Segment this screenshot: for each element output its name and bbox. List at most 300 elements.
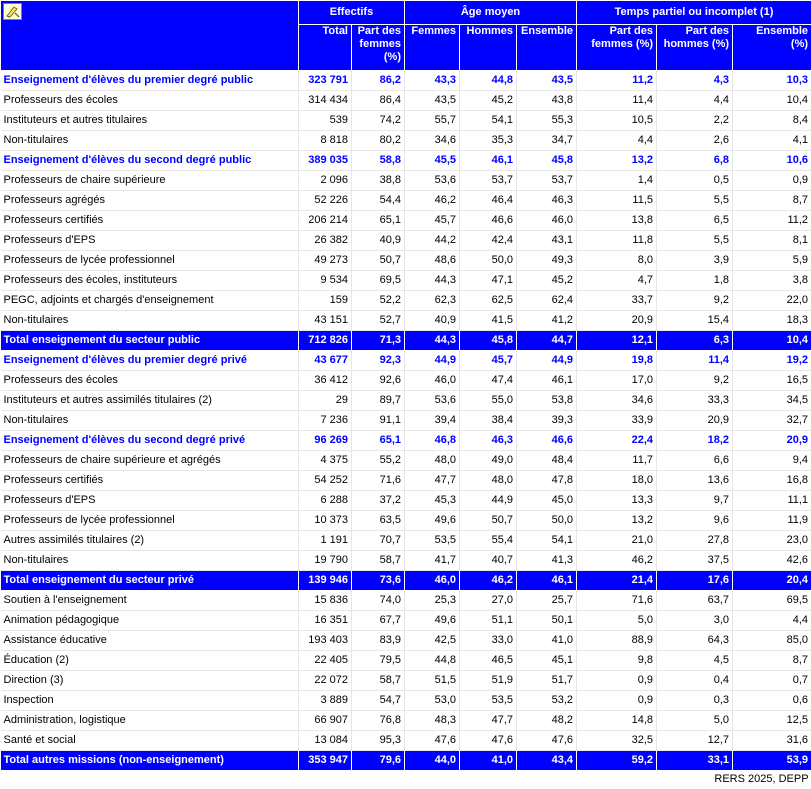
row-label: Non-titulaires — [1, 311, 299, 331]
cell-value: 12,1 — [577, 331, 657, 351]
cell-value: 13,2 — [577, 511, 657, 531]
cell-value: 9,7 — [657, 491, 733, 511]
table-row — [1, 551, 811, 571]
cell-value: 13,3 — [577, 491, 657, 511]
cell-value: 54,4 — [352, 191, 405, 211]
cell-value: 6,5 — [657, 211, 733, 231]
row-label: Professeurs des écoles, instituteurs — [1, 271, 299, 291]
cell-value: 9 534 — [299, 271, 352, 291]
cell-value: 55,7 — [405, 111, 460, 131]
cell-value: 63,7 — [657, 591, 733, 611]
cell-value: 46,0 — [517, 211, 577, 231]
cell-value: 18,2 — [657, 431, 733, 451]
row-label: Enseignement d'élèves du second degré public — [1, 151, 299, 171]
cell-value: 73,6 — [352, 571, 405, 591]
cell-value: 58,7 — [352, 671, 405, 691]
cell-value: 41,2 — [517, 311, 577, 331]
table-row — [1, 91, 811, 111]
cell-value: 33,3 — [657, 391, 733, 411]
cell-value: 13 084 — [299, 731, 352, 751]
cell-value: 41,0 — [517, 631, 577, 651]
cell-value: 50,1 — [517, 611, 577, 631]
cell-value: 47,6 — [517, 731, 577, 751]
cell-value: 0,4 — [657, 671, 733, 691]
cell-value: 45,2 — [517, 271, 577, 291]
cell-value: 95,3 — [352, 731, 405, 751]
cell-value: 69,5 — [733, 591, 811, 611]
cell-value: 43 677 — [299, 351, 352, 371]
cell-value: 48,2 — [517, 711, 577, 731]
row-label: Autres assimilés titulaires (2) — [1, 531, 299, 551]
pencil-ruler-icon[interactable] — [3, 3, 22, 20]
cell-value: 39,4 — [405, 411, 460, 431]
subtotal-row — [1, 351, 811, 371]
cell-value: 1,8 — [657, 271, 733, 291]
table-row — [1, 651, 811, 671]
table-row — [1, 371, 811, 391]
cell-value: 65,1 — [352, 211, 405, 231]
cell-value: 29 — [299, 391, 352, 411]
cell-value: 5,5 — [657, 191, 733, 211]
row-label: Professeurs certifiés — [1, 211, 299, 231]
cell-value: 41,7 — [405, 551, 460, 571]
table-row — [1, 291, 811, 311]
cell-value: 41,5 — [460, 311, 517, 331]
cell-value: 49 273 — [299, 251, 352, 271]
cell-value: 1,4 — [577, 171, 657, 191]
cell-value: 49,6 — [405, 511, 460, 531]
cell-value: 58,8 — [352, 151, 405, 171]
cell-value: 23,0 — [733, 531, 811, 551]
cell-value: 3,8 — [733, 271, 811, 291]
cell-value: 71,6 — [577, 591, 657, 611]
cell-value: 6,6 — [657, 451, 733, 471]
cell-value: 0,6 — [733, 691, 811, 711]
cell-value: 51,9 — [460, 671, 517, 691]
cell-value: 47,4 — [460, 371, 517, 391]
table-row — [1, 111, 811, 131]
cell-value: 38,8 — [352, 171, 405, 191]
cell-value: 11,7 — [577, 451, 657, 471]
cell-value: 66 907 — [299, 711, 352, 731]
source-row — [1, 771, 811, 789]
cell-value: 45,1 — [517, 651, 577, 671]
row-label: Soutien à l'enseignement — [1, 591, 299, 611]
cell-value: 43,4 — [517, 751, 577, 771]
cell-value: 193 403 — [299, 631, 352, 651]
cell-value: 69,5 — [352, 271, 405, 291]
row-label: Inspection — [1, 691, 299, 711]
cell-value: 53,6 — [405, 391, 460, 411]
cell-value: 50,0 — [460, 251, 517, 271]
cell-value: 44,3 — [405, 331, 460, 351]
cell-value: 45,3 — [405, 491, 460, 511]
cell-value: 16 351 — [299, 611, 352, 631]
cell-value: 63,5 — [352, 511, 405, 531]
table-row — [1, 131, 811, 151]
cell-value: 9,8 — [577, 651, 657, 671]
row-label: Professeurs des écoles — [1, 371, 299, 391]
cell-value: 712 826 — [299, 331, 352, 351]
cell-value: 9,6 — [657, 511, 733, 531]
cell-value: 54,1 — [460, 111, 517, 131]
cell-value: 159 — [299, 291, 352, 311]
cell-value: 19 790 — [299, 551, 352, 571]
cell-value: 4,7 — [577, 271, 657, 291]
table-row — [1, 311, 811, 331]
cell-value: 46,1 — [517, 371, 577, 391]
row-label: Non-titulaires — [1, 131, 299, 151]
cell-value: 38,4 — [460, 411, 517, 431]
cell-value: 46,8 — [405, 431, 460, 451]
cell-value: 74,2 — [352, 111, 405, 131]
cell-value: 44,8 — [460, 71, 517, 91]
table-body — [1, 71, 811, 789]
cell-value: 42,5 — [405, 631, 460, 651]
cell-value: 52,2 — [352, 291, 405, 311]
cell-value: 8,4 — [733, 111, 811, 131]
cell-value: 6,3 — [657, 331, 733, 351]
row-label: Enseignement d'élèves du premier degré public — [1, 71, 299, 91]
cell-value: 4,4 — [577, 131, 657, 151]
cell-value: 22 405 — [299, 651, 352, 671]
cell-value: 79,5 — [352, 651, 405, 671]
table-row — [1, 631, 811, 651]
cell-value: 55,0 — [460, 391, 517, 411]
cell-value: 50,7 — [460, 511, 517, 531]
cell-value: 47,6 — [405, 731, 460, 751]
cell-value: 12,5 — [733, 711, 811, 731]
cell-value: 10,5 — [577, 111, 657, 131]
cell-value: 53,5 — [405, 531, 460, 551]
cell-value: 41,3 — [517, 551, 577, 571]
cell-value: 49,6 — [405, 611, 460, 631]
cell-value: 13,8 — [577, 211, 657, 231]
cell-value: 40,9 — [405, 311, 460, 331]
cell-value: 10,4 — [733, 91, 811, 111]
cell-value: 48,4 — [517, 451, 577, 471]
cell-value: 11,2 — [733, 211, 811, 231]
cell-value: 48,0 — [405, 451, 460, 471]
cell-value: 45,0 — [517, 491, 577, 511]
cell-value: 3,9 — [657, 251, 733, 271]
cell-value: 45,7 — [460, 351, 517, 371]
row-label: Total autres missions (non-enseignement) — [1, 751, 299, 771]
cell-value: 10,6 — [733, 151, 811, 171]
total-row — [1, 751, 811, 771]
cell-value: 11,1 — [733, 491, 811, 511]
cell-value: 5,0 — [577, 611, 657, 631]
cell-value: 46,5 — [460, 651, 517, 671]
row-label: Administration, logistique — [1, 711, 299, 731]
cell-value: 27,8 — [657, 531, 733, 551]
cell-value: 18,0 — [577, 471, 657, 491]
cell-value: 46,3 — [460, 431, 517, 451]
cell-value: 2,6 — [657, 131, 733, 151]
cell-value: 46,2 — [460, 571, 517, 591]
cell-value: 21,0 — [577, 531, 657, 551]
cell-value: 53,7 — [460, 171, 517, 191]
row-label: Professeurs des écoles — [1, 91, 299, 111]
cell-value: 17,0 — [577, 371, 657, 391]
cell-value: 43,5 — [517, 71, 577, 91]
cell-value: 47,8 — [517, 471, 577, 491]
cell-value: 10 373 — [299, 511, 352, 531]
cell-value: 33,7 — [577, 291, 657, 311]
cell-value: 25,7 — [517, 591, 577, 611]
cell-value: 20,4 — [733, 571, 811, 591]
cell-value: 45,2 — [460, 91, 517, 111]
cell-value: 8,1 — [733, 231, 811, 251]
table-row — [1, 391, 811, 411]
col-total: Total — [299, 25, 352, 71]
cell-value: 1 191 — [299, 531, 352, 551]
cell-value: 43 151 — [299, 311, 352, 331]
cell-value: 44,7 — [517, 331, 577, 351]
cell-value: 53,0 — [405, 691, 460, 711]
cell-value: 64,3 — [657, 631, 733, 651]
cell-value: 8,7 — [733, 651, 811, 671]
cell-value: 21,4 — [577, 571, 657, 591]
cell-value: 46,6 — [460, 211, 517, 231]
header-corner — [1, 1, 299, 71]
cell-value: 51,7 — [517, 671, 577, 691]
row-label: Enseignement d'élèves du premier degré privé — [1, 351, 299, 371]
cell-value: 62,3 — [405, 291, 460, 311]
cell-value: 46,0 — [405, 571, 460, 591]
cell-value: 6,8 — [657, 151, 733, 171]
cell-value: 83,9 — [352, 631, 405, 651]
cell-value: 16,5 — [733, 371, 811, 391]
cell-value: 323 791 — [299, 71, 352, 91]
cell-value: 55,3 — [517, 111, 577, 131]
table-row — [1, 451, 811, 471]
cell-value: 33,0 — [460, 631, 517, 651]
cell-value: 53,8 — [517, 391, 577, 411]
table-row — [1, 191, 811, 211]
cell-value: 86,2 — [352, 71, 405, 91]
table-row — [1, 251, 811, 271]
cell-value: 44,8 — [405, 651, 460, 671]
cell-value: 79,6 — [352, 751, 405, 771]
cell-value: 34,6 — [577, 391, 657, 411]
cell-value: 49,3 — [517, 251, 577, 271]
cell-value: 37,2 — [352, 491, 405, 511]
cell-value: 44,0 — [405, 751, 460, 771]
group-temps-partiel: Temps partiel ou incomplet (1) — [577, 1, 811, 25]
cell-value: 36 412 — [299, 371, 352, 391]
row-label: Professeurs d'EPS — [1, 231, 299, 251]
table-row — [1, 511, 811, 531]
cell-value: 40,7 — [460, 551, 517, 571]
cell-value: 52,7 — [352, 311, 405, 331]
cell-value: 8,0 — [577, 251, 657, 271]
row-label: Enseignement d'élèves du second degré privé — [1, 431, 299, 451]
cell-value: 314 434 — [299, 91, 352, 111]
cell-value: 50,7 — [352, 251, 405, 271]
cell-value: 52 226 — [299, 191, 352, 211]
cell-value: 22,0 — [733, 291, 811, 311]
cell-value: 9,2 — [657, 371, 733, 391]
total-row — [1, 331, 811, 351]
cell-value: 206 214 — [299, 211, 352, 231]
cell-value: 14,8 — [577, 711, 657, 731]
cell-value: 13,2 — [577, 151, 657, 171]
cell-value: 0,7 — [733, 671, 811, 691]
table-row — [1, 211, 811, 231]
cell-value: 0,9 — [577, 691, 657, 711]
cell-value: 34,6 — [405, 131, 460, 151]
cell-value: 41,0 — [460, 751, 517, 771]
cell-value: 32,7 — [733, 411, 811, 431]
cell-value: 4,1 — [733, 131, 811, 151]
cell-value: 4 375 — [299, 451, 352, 471]
cell-value: 50,0 — [517, 511, 577, 531]
row-label: Assistance éducative — [1, 631, 299, 651]
row-label: PEGC, adjoints et chargés d'enseignement — [1, 291, 299, 311]
row-label: Total enseignement du secteur privé — [1, 571, 299, 591]
cell-value: 4,5 — [657, 651, 733, 671]
cell-value: 8,7 — [733, 191, 811, 211]
cell-value: 96 269 — [299, 431, 352, 451]
table-row — [1, 491, 811, 511]
cell-value: 31,6 — [733, 731, 811, 751]
cell-value: 10,4 — [733, 331, 811, 351]
col-ensemble: Ensemble — [517, 25, 577, 71]
cell-value: 43,3 — [405, 71, 460, 91]
cell-value: 86,4 — [352, 91, 405, 111]
cell-value: 11,8 — [577, 231, 657, 251]
cell-value: 89,7 — [352, 391, 405, 411]
cell-value: 47,1 — [460, 271, 517, 291]
cell-value: 20,9 — [733, 431, 811, 451]
cell-value: 48,0 — [460, 471, 517, 491]
cell-value: 0,3 — [657, 691, 733, 711]
cell-value: 44,9 — [517, 351, 577, 371]
cell-value: 10,3 — [733, 71, 811, 91]
cell-value: 70,7 — [352, 531, 405, 551]
cell-value: 44,9 — [460, 491, 517, 511]
cell-value: 20,9 — [577, 311, 657, 331]
cell-value: 62,4 — [517, 291, 577, 311]
cell-value: 4,4 — [733, 611, 811, 631]
cell-value: 55,2 — [352, 451, 405, 471]
row-label: Instituteurs et autres titulaires — [1, 111, 299, 131]
cell-value: 35,3 — [460, 131, 517, 151]
cell-value: 40,9 — [352, 231, 405, 251]
cell-value: 55,4 — [460, 531, 517, 551]
cell-value: 53,2 — [517, 691, 577, 711]
cell-value: 16,8 — [733, 471, 811, 491]
cell-value: 2 096 — [299, 171, 352, 191]
subtotal-row — [1, 431, 811, 451]
cell-value: 6 288 — [299, 491, 352, 511]
table-row — [1, 471, 811, 491]
col-femmes: Femmes — [405, 25, 460, 71]
cell-value: 34,7 — [517, 131, 577, 151]
cell-value: 65,1 — [352, 431, 405, 451]
cell-value: 139 946 — [299, 571, 352, 591]
cell-value: 74,0 — [352, 591, 405, 611]
cell-value: 88,9 — [577, 631, 657, 651]
cell-value: 11,9 — [733, 511, 811, 531]
cell-value: 45,5 — [405, 151, 460, 171]
col-tp-part-hommes: Part des hommes (%) — [657, 25, 733, 71]
group-effectifs: Effectifs — [299, 1, 405, 25]
table-row — [1, 591, 811, 611]
row-label: Direction (3) — [1, 671, 299, 691]
cell-value: 71,3 — [352, 331, 405, 351]
cell-value: 42,6 — [733, 551, 811, 571]
cell-value: 22 072 — [299, 671, 352, 691]
cell-value: 44,3 — [405, 271, 460, 291]
subtotal-row — [1, 151, 811, 171]
cell-value: 389 035 — [299, 151, 352, 171]
cell-value: 15,4 — [657, 311, 733, 331]
cell-value: 53,7 — [517, 171, 577, 191]
cell-value: 43,5 — [405, 91, 460, 111]
cell-value: 46,1 — [460, 151, 517, 171]
cell-value: 48,6 — [405, 251, 460, 271]
cell-value: 58,7 — [352, 551, 405, 571]
cell-value: 48,3 — [405, 711, 460, 731]
cell-value: 46,2 — [405, 191, 460, 211]
cell-value: 45,7 — [405, 211, 460, 231]
cell-value: 5,5 — [657, 231, 733, 251]
cell-value: 4,4 — [657, 91, 733, 111]
cell-value: 46,3 — [517, 191, 577, 211]
cell-value: 44,2 — [405, 231, 460, 251]
table-row — [1, 731, 811, 751]
cell-value: 11,2 — [577, 71, 657, 91]
cell-value: 353 947 — [299, 751, 352, 771]
cell-value: 3,0 — [657, 611, 733, 631]
cell-value: 19,8 — [577, 351, 657, 371]
cell-value: 0,5 — [657, 171, 733, 191]
row-label: Professeurs de lycée professionnel — [1, 511, 299, 531]
cell-value: 37,5 — [657, 551, 733, 571]
cell-value: 80,2 — [352, 131, 405, 151]
cell-value: 33,1 — [657, 751, 733, 771]
cell-value: 2,2 — [657, 111, 733, 131]
cell-value: 33,9 — [577, 411, 657, 431]
cell-value: 43,8 — [517, 91, 577, 111]
row-label: Non-titulaires — [1, 411, 299, 431]
cell-value: 51,5 — [405, 671, 460, 691]
cell-value: 45,8 — [517, 151, 577, 171]
cell-value: 46,6 — [517, 431, 577, 451]
table-row — [1, 271, 811, 291]
cell-value: 34,5 — [733, 391, 811, 411]
cell-value: 92,3 — [352, 351, 405, 371]
cell-value: 11,4 — [577, 91, 657, 111]
cell-value: 71,6 — [352, 471, 405, 491]
cell-value: 91,1 — [352, 411, 405, 431]
cell-value: 12,7 — [657, 731, 733, 751]
col-tp-ensemble: Ensemble (%) — [733, 25, 811, 71]
cell-value: 59,2 — [577, 751, 657, 771]
cell-value: 11,5 — [577, 191, 657, 211]
cell-value: 27,0 — [460, 591, 517, 611]
cell-value: 85,0 — [733, 631, 811, 651]
cell-value: 5,0 — [657, 711, 733, 731]
table-row — [1, 411, 811, 431]
cell-value: 47,7 — [460, 711, 517, 731]
row-label: Non-titulaires — [1, 551, 299, 571]
cell-value: 7 236 — [299, 411, 352, 431]
cell-value: 67,7 — [352, 611, 405, 631]
cell-value: 46,0 — [405, 371, 460, 391]
